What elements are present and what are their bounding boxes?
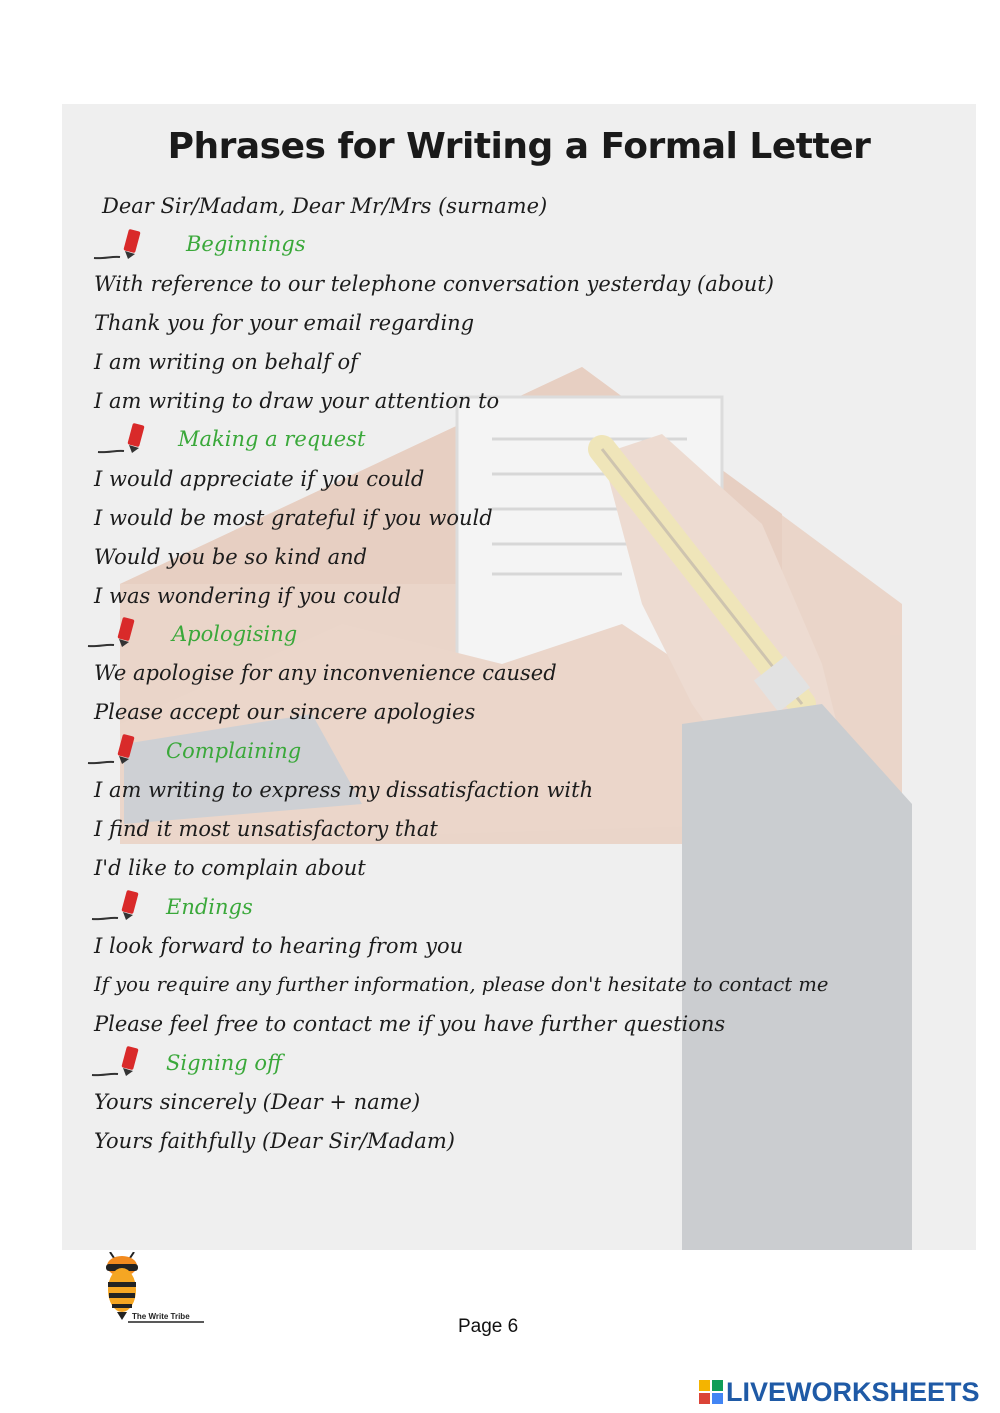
phrase-line: Please accept our sincere apologies (94, 700, 476, 724)
section-heading-apologising: Apologising (172, 622, 298, 646)
phrase-line: I look forward to hearing from you (94, 934, 464, 958)
section-heading-signing-off: Signing off (166, 1051, 282, 1075)
section-heading-complaining: Complaining (166, 739, 302, 763)
phrase-line: I am writing to draw your attention to (94, 389, 500, 413)
phrase-line: Please feel free to contact me if you have further questions (94, 1012, 726, 1036)
pen-icon (88, 1045, 148, 1079)
phrase-line: I'd like to complain about (94, 856, 366, 880)
section-heading-endings: Endings (166, 895, 253, 919)
worksheet-panel (62, 104, 976, 1250)
pen-icon (88, 889, 148, 923)
section-heading-beginnings: Beginnings (186, 232, 306, 256)
page-number: Page 6 (458, 1316, 519, 1337)
phrase-line: I am writing to express my dissatisfaction with (94, 778, 594, 802)
pen-icon (84, 733, 144, 767)
section-heading-making-a-request: Making a request (178, 427, 366, 451)
liveworksheets-logo-icon (698, 1379, 724, 1405)
liveworksheets-brand[interactable] (698, 1377, 980, 1407)
phrase-line: Would you be so kind and (94, 545, 368, 569)
phrase-line: Yours faithfully (Dear Sir/Madam) (94, 1129, 455, 1153)
phrase-line: I am writing on behalf of (94, 350, 358, 374)
pen-icon (84, 616, 144, 650)
phrase-line: With reference to our telephone conversation yesterday (about) (94, 272, 774, 296)
phrase-line: Thank you for your email regarding (94, 311, 475, 335)
greeting-line: Dear Sir/Madam, Dear Mr/Mrs (surname) (102, 194, 548, 218)
bee-logo-icon (98, 1252, 208, 1328)
phrase-line: We apologise for any inconvenience caused (94, 661, 557, 685)
phrase-line: If you require any further information, please don't hesitate to contact me (94, 973, 829, 996)
pen-icon (90, 228, 150, 262)
brand-name: LIVEWORKSHEETS (726, 1376, 980, 1407)
phrase-line: I was wondering if you could (94, 584, 402, 608)
phrase-line: Yours sincerely (Dear + name) (94, 1090, 421, 1114)
phrase-line: I find it most unsatisfactory that (94, 817, 438, 841)
pen-icon (94, 422, 154, 456)
logo-text: The Write Tribe (132, 1312, 190, 1321)
phrase-line: I would be most grateful if you would (94, 506, 493, 530)
phrase-line: I would appreciate if you could (94, 467, 425, 491)
page-title: Phrases for Writing a Formal Letter (167, 126, 871, 167)
